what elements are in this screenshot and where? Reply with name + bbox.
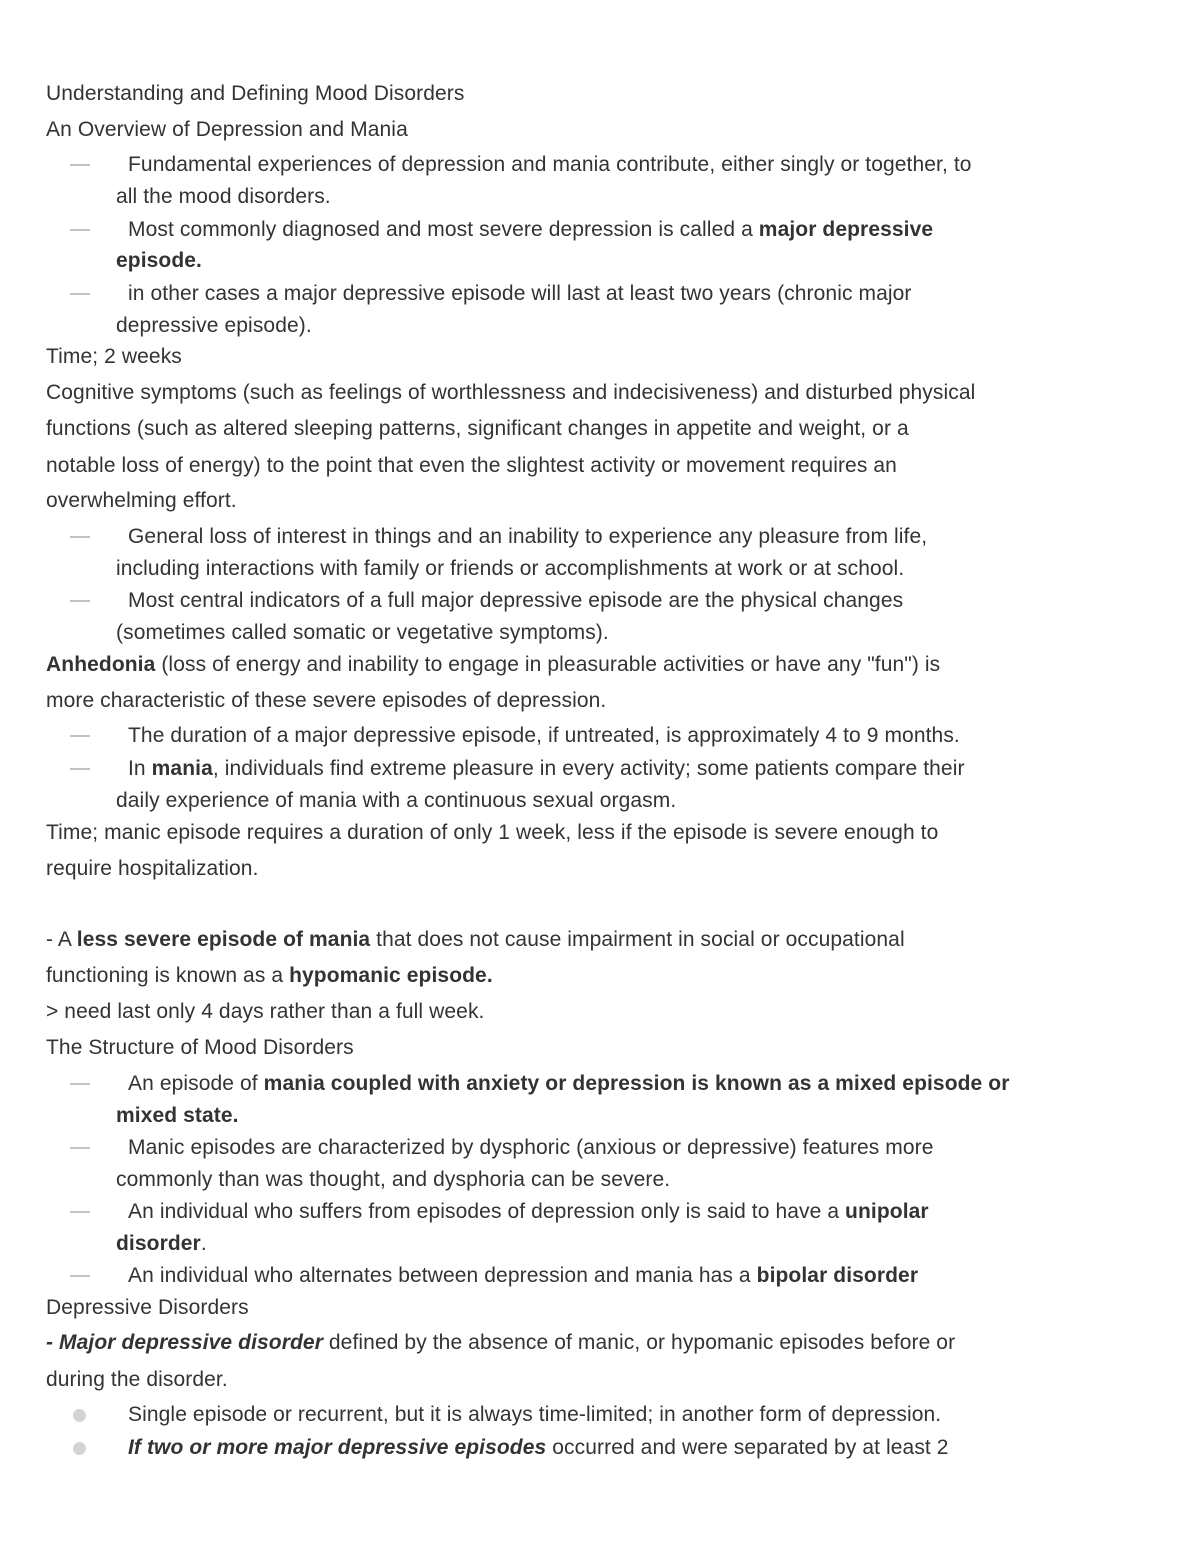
- line-text: Fundamental experiences of depression and mania contribute, either singly or together, to: [128, 153, 972, 176]
- text-line: [46, 377, 1160, 409]
- emphasis-text: mania: [151, 757, 213, 780]
- dot-bullet-icon: [73, 1409, 86, 1422]
- line-text: An individual who suffers from episodes of depression only is said to have a: [128, 1200, 846, 1223]
- text-line: [46, 1292, 1160, 1324]
- line-text: occurred and were separated by at least 2: [546, 1436, 949, 1459]
- dash-bullet-icon: [70, 768, 90, 770]
- line-text: In: [128, 757, 152, 780]
- text-line: [46, 960, 1160, 992]
- dash-bullet-icon: [70, 229, 90, 231]
- line-text: Most central indicators of a full major depressive episode are the physical changes: [128, 589, 904, 612]
- text-line: [46, 485, 1160, 517]
- emphasis-text: mixed state.: [116, 1104, 239, 1127]
- line-text: overwhelming effort.: [46, 489, 237, 512]
- text-line: [46, 649, 1160, 681]
- text-line: [116, 617, 1160, 649]
- line-text: defined by the absence of manic, or hypomanic episodes before or: [322, 1331, 956, 1354]
- text-line: [46, 78, 1160, 110]
- line-text: , individuals find extreme pleasure in every activity; some patients compare their: [212, 757, 965, 780]
- line-text: (loss of energy and inability to engage in pleasurable activities or have any "fun") is: [155, 653, 941, 676]
- emphasis-text: unipolar: [845, 1200, 929, 1223]
- line-text: during the disorder.: [46, 1368, 228, 1391]
- emphasis-text: major depressive: [758, 218, 934, 241]
- text-line: [128, 753, 1160, 785]
- text-line: [46, 413, 1160, 445]
- dash-bullet-icon: [70, 600, 90, 602]
- text-line: [46, 924, 1160, 956]
- text-line: [46, 817, 1160, 849]
- text-line: [128, 214, 1160, 246]
- dash-bullet-icon: [70, 1083, 90, 1085]
- line-text: An Overview of Depression and Mania: [46, 118, 408, 141]
- line-text: - A: [46, 928, 77, 951]
- line-text: all the mood disorders.: [116, 185, 331, 208]
- dash-bullet-icon: [70, 1211, 90, 1213]
- dash-bullet-icon: [70, 1147, 90, 1149]
- line-text: functions (such as altered sleeping patterns, significant changes in appetite and weight, or a: [46, 417, 909, 440]
- line-text: (sometimes called somatic or vegetative symptoms).: [116, 621, 609, 644]
- text-line: [46, 1032, 1160, 1064]
- text-line: [46, 853, 1160, 885]
- line-text: Cognitive symptoms (such as feelings of worthlessness and indecisiveness) and disturbed physical: [46, 381, 976, 404]
- line-text: .: [200, 1232, 207, 1255]
- text-line: [128, 720, 1160, 752]
- text-line: [46, 341, 1160, 373]
- line-text: depressive episode).: [116, 314, 312, 337]
- text-line: [46, 114, 1160, 146]
- emphasis-text: less severe episode of mania: [76, 928, 371, 951]
- dash-bullet-icon: [70, 536, 90, 538]
- line-text: commonly than was thought, and dysphoria can be severe.: [116, 1168, 671, 1191]
- line-text: Understanding and Defining Mood Disorders: [46, 82, 465, 105]
- line-text: that does not cause impairment in social or occupational: [370, 928, 905, 951]
- dash-bullet-icon: [70, 164, 90, 166]
- text-line: [128, 149, 1160, 181]
- text-line: [128, 1196, 1160, 1228]
- dash-bullet-icon: [70, 1275, 90, 1277]
- emphasis-text: - Major depressive disorder: [46, 1331, 323, 1354]
- emphasis-text: Anhedonia: [46, 653, 156, 676]
- text-line: [128, 1068, 1160, 1100]
- dash-bullet-icon: [70, 735, 90, 737]
- text-line: [116, 181, 1160, 213]
- text-line: [128, 278, 1160, 310]
- text-line: [46, 1327, 1160, 1359]
- line-text: Time; 2 weeks: [46, 345, 182, 368]
- text-line: [128, 1132, 1160, 1164]
- text-line: [116, 553, 1160, 585]
- line-text: in other cases a major depressive episode will last at least two years (chronic major: [128, 282, 912, 305]
- emphasis-text: mania coupled with anxiety or depression is known as a mixed episode or: [263, 1072, 1010, 1095]
- line-text: functioning is known as a: [46, 964, 290, 987]
- line-text: An episode of: [128, 1072, 264, 1095]
- line-text: Manic episodes are characterized by dysphoric (anxious or depressive) features more: [128, 1136, 934, 1159]
- text-line: [116, 310, 1160, 342]
- text-line: [46, 685, 1160, 717]
- line-text: Time; manic episode requires a duration of only 1 week, less if the episode is severe enough to: [46, 821, 939, 844]
- text-line: [116, 785, 1160, 817]
- line-text: General loss of interest in things and an inability to experience any pleasure from life,: [128, 525, 928, 548]
- line-text: The duration of a major depressive episode, if untreated, is approximately 4 to 9 months.: [128, 724, 960, 747]
- line-text: > need last only 4 days rather than a full week.: [46, 1000, 485, 1023]
- line-text: daily experience of mania with a continuous sexual orgasm.: [116, 789, 677, 812]
- text-line: [116, 245, 1160, 277]
- line-text: more characteristic of these severe episodes of depression.: [46, 689, 607, 712]
- line-text: Single episode or recurrent, but it is always time-limited; in another form of depression.: [128, 1403, 942, 1426]
- line-text: Most commonly diagnosed and most severe depression is called a: [128, 218, 759, 241]
- text-line: [116, 1228, 1160, 1260]
- text-line: [128, 1260, 1160, 1292]
- text-line: [128, 1432, 1160, 1464]
- dot-bullet-icon: [73, 1442, 86, 1455]
- line-text: including interactions with family or friends or accomplishments at work or at school.: [116, 557, 905, 580]
- text-line: [46, 996, 1160, 1028]
- line-text: require hospitalization.: [46, 857, 259, 880]
- emphasis-text: If two or more major depressive episodes: [128, 1436, 547, 1459]
- text-line: [116, 1164, 1160, 1196]
- emphasis-text: hypomanic episode.: [289, 964, 493, 987]
- line-text: The Structure of Mood Disorders: [46, 1036, 354, 1059]
- text-line: [128, 521, 1160, 553]
- text-line: [128, 1399, 1160, 1431]
- line-text: Depressive Disorders: [46, 1296, 249, 1319]
- emphasis-text: disorder: [116, 1232, 201, 1255]
- emphasis-text: episode.: [116, 249, 202, 272]
- line-text: notable loss of energy) to the point that even the slightest activity or movement requires an: [46, 454, 897, 477]
- line-text: An individual who alternates between depression and mania has a: [128, 1264, 757, 1287]
- text-line: [128, 585, 1160, 617]
- text-line: [46, 450, 1160, 482]
- emphasis-text: bipolar disorder: [756, 1264, 919, 1287]
- dash-bullet-icon: [70, 293, 90, 295]
- text-line: [46, 1364, 1160, 1396]
- text-line: [116, 1100, 1160, 1132]
